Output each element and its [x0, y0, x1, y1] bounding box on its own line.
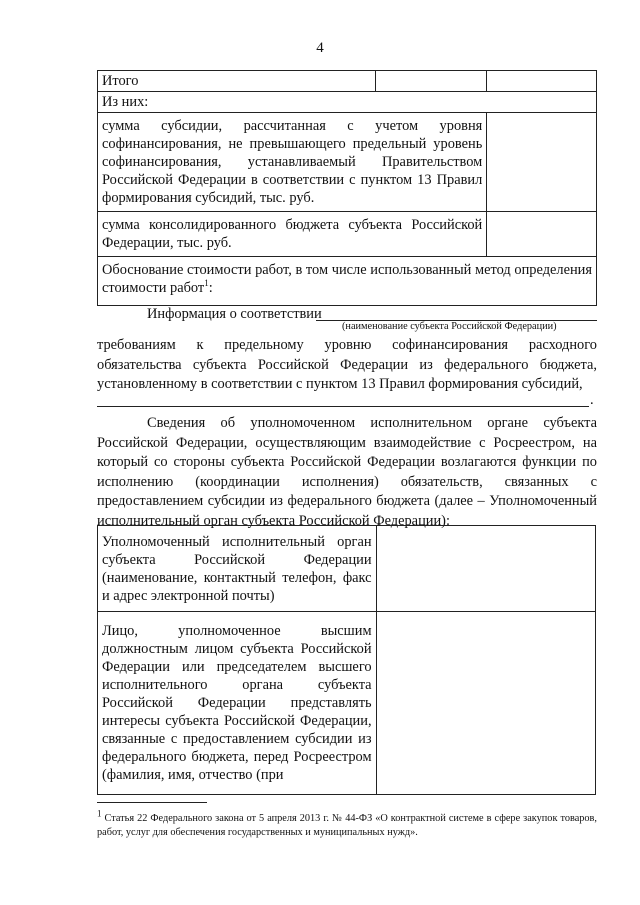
row-label-suffix: :: [208, 280, 213, 296]
table-cell: [487, 212, 597, 257]
table-row: [98, 92, 597, 113]
info-blank-line: [97, 406, 589, 407]
row-label-total: Итого: [98, 71, 376, 92]
footnote-text: Статья 22 Федерального закона от 5 апреля 2013 г. № 44-ФЗ «О контрактной системе в сфере закупок товаров, работ, услуг для обеспечения государственных и муниципальных нужд».: [97, 813, 597, 838]
footnote-number: 1: [97, 808, 102, 819]
table-row: [98, 71, 597, 92]
table-cell: [376, 612, 595, 795]
table-cell: [487, 113, 597, 212]
table-cell: [376, 526, 595, 612]
authority-intro: Сведения об уполномоченном исполнительном органе субъекта Российской Федерации, осуществляющим взаимодействие с Росреестром, на который со стороны субъекта Российской Федерации возлагаются функции по исполнению (координации исполнения) обязательств, связанных с предоставлением субсидии из федерального бюджета (далее – Уполномоченный исполнительный орган субъекта Российской Федерации):: [97, 415, 597, 529]
table-cell: [487, 71, 597, 92]
table-cell: [375, 71, 487, 92]
info-end-dot: .: [590, 392, 594, 408]
row-cost-justification: [98, 257, 597, 306]
table-row: [98, 113, 597, 212]
row-label-authorized-person: Лицо, уполномоченное высшим должностным лицом субъекта Российской Федерации или председателем высшего исполнительного органа субъекта Российской Федерации представлять интересы субъекта Российской Федерации, связанные с предоставлением субсидии из федерального бюджета, перед Росреестром (фамилия, имя, отчество (при: [98, 612, 377, 795]
table-row: [98, 212, 597, 257]
authority-table: [97, 525, 596, 795]
footnote: [97, 808, 597, 840]
info-body: требованиям к предельному уровню софинансирования расходного обязательства субъекта Российской Федерации из федерального бюджета, установленному в соответствии с пунктом 13 Правил формирования субсидий,: [97, 337, 597, 392]
funding-table: [97, 70, 597, 306]
row-label-consolidated-budget: сумма консолидированного бюджета субъекта Российской Федерации, тыс. руб.: [98, 212, 487, 257]
row-label-subsidy-amount: сумма субсидии, рассчитанная с учетом уровня софинансирования, не превышающего предельный уровень софинансирования, устанавливаемый Правительством Российской Федерации в соответствии с пунктом 13 Правил формирования субсидий, тыс. руб.: [98, 113, 487, 212]
row-label-cost-justification: Обоснование стоимости работ, в том числе использованный метод определения стоимости работ: [102, 262, 592, 296]
table-row: [98, 526, 596, 612]
footnote-mark: 1: [204, 278, 209, 289]
footnote-rule: [97, 802, 207, 803]
row-label-authority-organ: Уполномоченный исполнительный орган субъекта Российской Федерации (наименование, контактный телефон, факс и адрес электронной почты): [98, 526, 377, 612]
table-row: [98, 257, 597, 306]
page-number: 4: [316, 40, 324, 56]
row-label-of-them: Из них:: [98, 92, 597, 113]
table-row: [98, 612, 596, 795]
subject-name-caption: (наименование субъекта Российской Федерации): [342, 321, 557, 332]
info-lead: Информация о соответствии: [147, 306, 322, 322]
